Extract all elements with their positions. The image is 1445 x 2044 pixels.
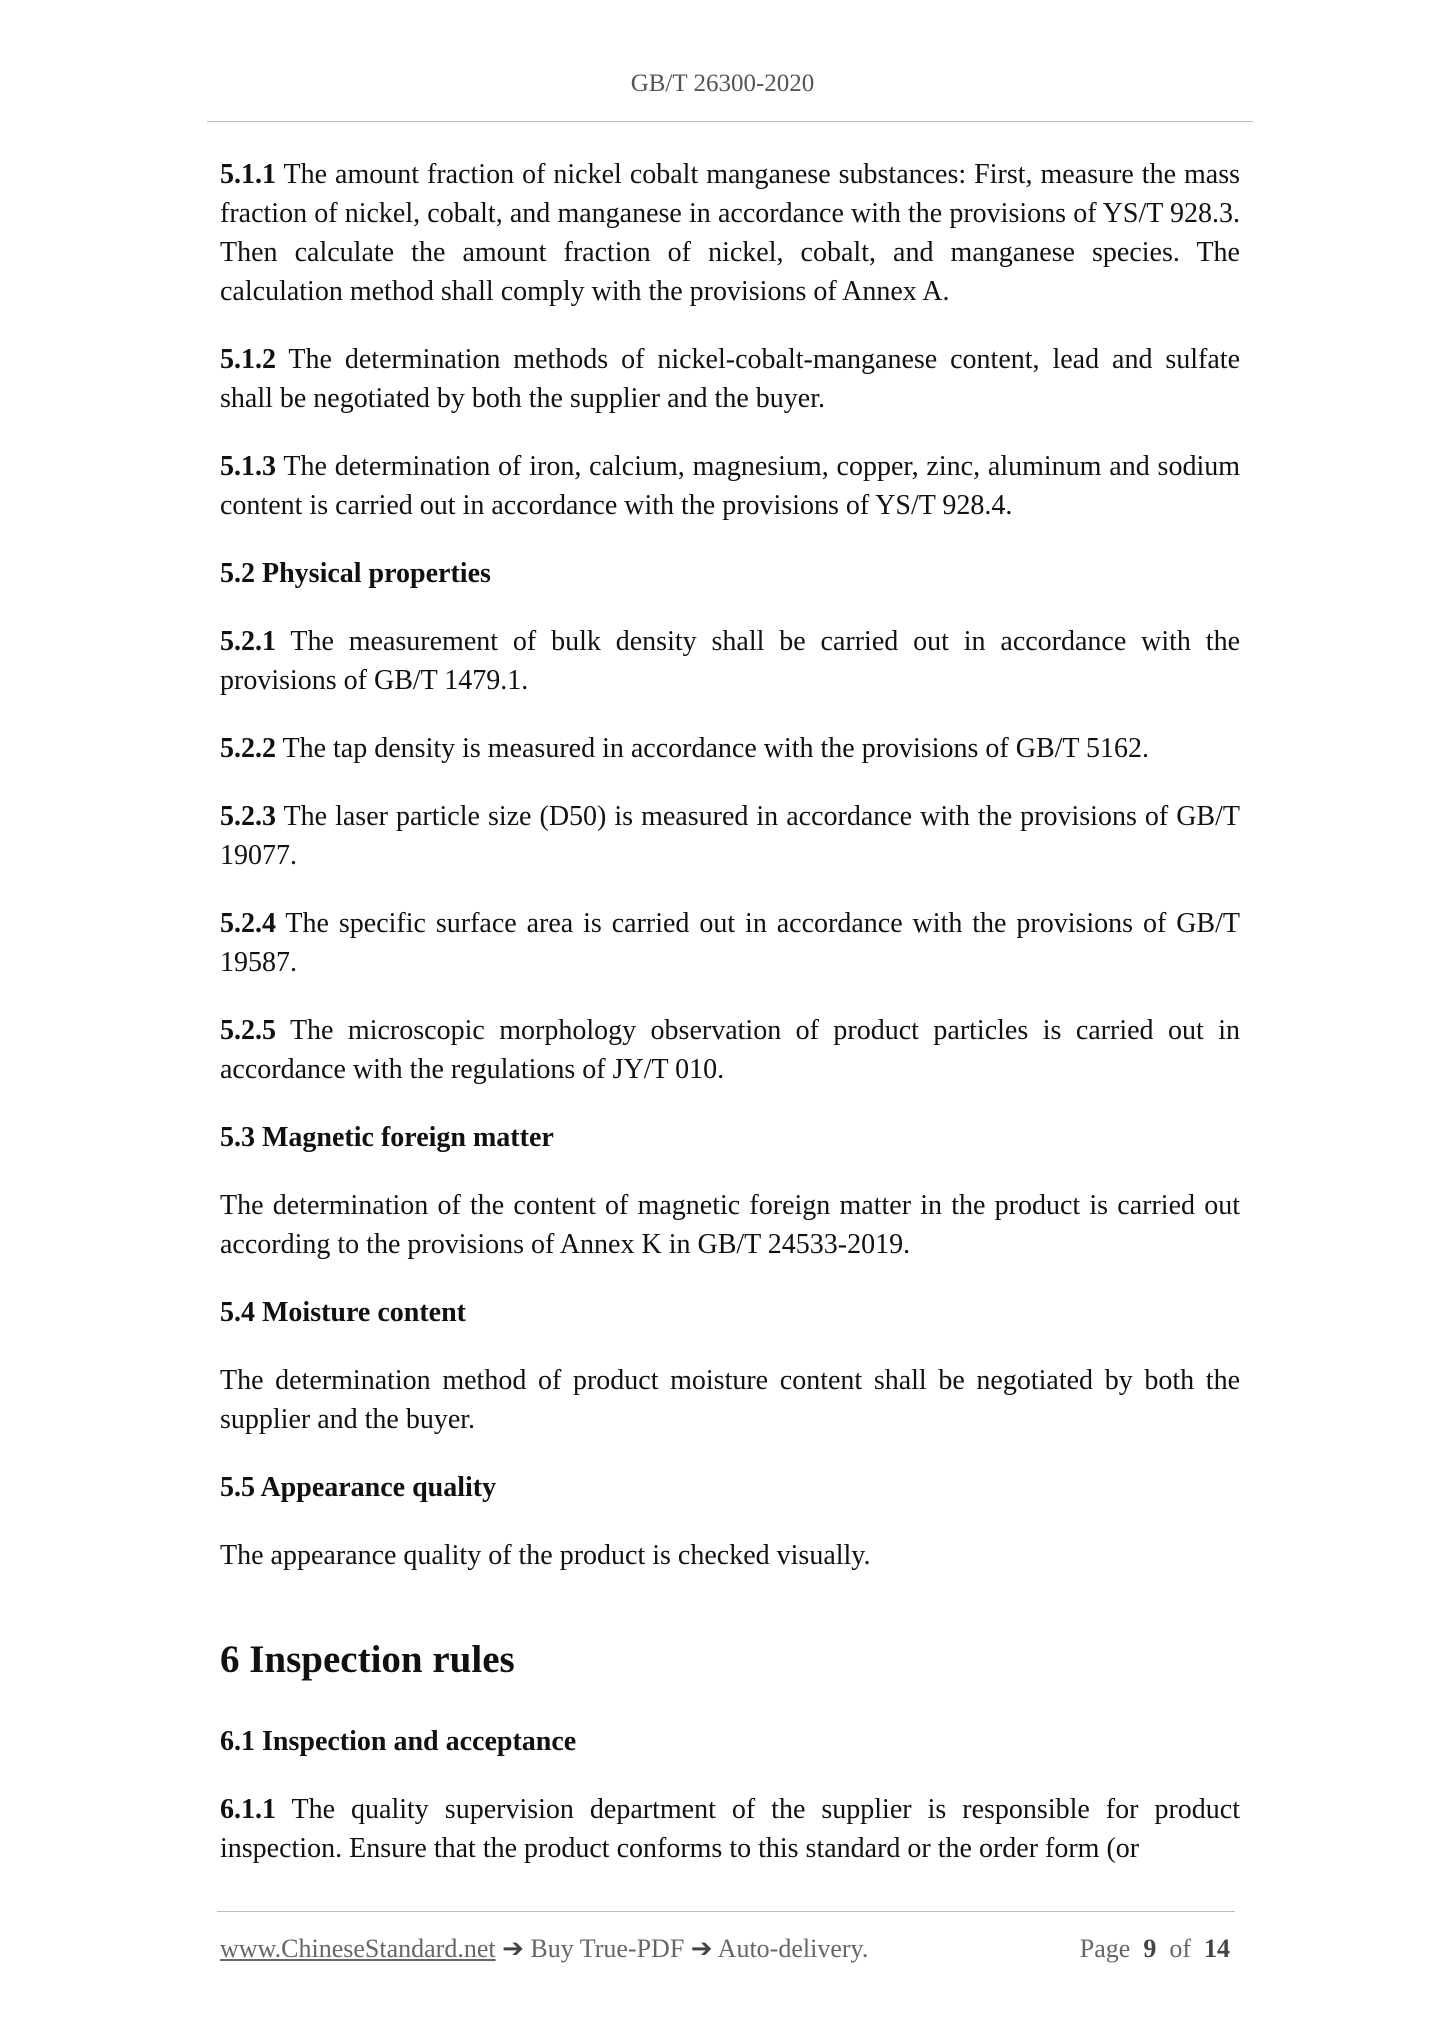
clause-number: 5.2.3	[220, 801, 276, 832]
page-footer	[220, 1932, 1230, 1966]
delivery-text: Auto-delivery.	[717, 1934, 869, 1963]
clause-5-2-1	[220, 622, 1240, 700]
heading-5-4: 5.4 Moisture content	[220, 1297, 466, 1328]
clause-number: 5.2.2	[220, 733, 276, 764]
paragraph-5-3: The determination of the content of magnetic foreign matter in the product is carried out according to the provisions of Annex K in GB/T 24533-2019.	[220, 1190, 1240, 1260]
page-label: Page	[1079, 1934, 1131, 1963]
clause-number: 5.2.1	[220, 626, 276, 657]
current-page-number: 9	[1143, 1934, 1157, 1963]
clause-text: The determination methods of nickel-cobalt-manganese content, lead and sulfate shall be negotiated by both the supplier and the buyer.	[220, 344, 1240, 414]
heading-5-3: 5.3 Magnetic foreign matter	[220, 1122, 554, 1153]
clause-number: 5.1.3	[220, 451, 276, 482]
clause-number: 5.1.1	[220, 159, 276, 190]
header-divider	[207, 121, 1253, 122]
chapter-6-title: 6 Inspection rules	[220, 1638, 515, 1681]
page-indicator	[1080, 1932, 1230, 1966]
document-body	[220, 155, 1240, 1897]
clause-5-1-3	[220, 447, 1240, 525]
clause-text: The specific surface area is carried out in accordance with the provisions of GB/T 19587.	[220, 908, 1240, 978]
clause-5-2-5	[220, 1011, 1240, 1089]
clause-5-2-2	[220, 729, 1240, 768]
clause-6-1-1	[220, 1790, 1240, 1868]
clause-number: 5.1.2	[220, 344, 276, 375]
clause-text: The quality supervision department of the supplier is responsible for product inspection. Ensure that the product conforms to this standard or the order form (or	[220, 1794, 1240, 1864]
arrow-right-icon: ➔	[690, 1934, 713, 1963]
clause-number: 5.2.4	[220, 908, 276, 939]
clause-5-2-4	[220, 904, 1240, 982]
heading-5-2: 5.2 Physical properties	[220, 558, 491, 589]
footer-divider	[217, 1911, 1235, 1912]
clause-text: The microscopic morphology observation of product particles is carried out in accordance with the regulations of JY/T 010.	[220, 1015, 1240, 1085]
clause-text: The tap density is measured in accordance with the provisions of GB/T 5162.	[282, 733, 1150, 764]
document-code-header: GB/T 26300-2020	[630, 70, 815, 97]
clause-text: The amount fraction of nickel cobalt manganese substances: First, measure the mass fraction of nickel, cobalt, and manganese in accordance with the provisions of YS/T 928.3. Then calculate the amount fraction of nickel, cobalt, and manganese species. The calculation method shall comply with the provisions of Annex A.	[220, 159, 1240, 307]
clause-text: The measurement of bulk density shall be carried out in accordance with the provisions of GB/T 1479.1.	[220, 626, 1241, 696]
website-link[interactable]: www.ChineseStandard.net	[220, 1934, 496, 1963]
heading-5-5: 5.5 Appearance quality	[220, 1472, 497, 1503]
clause-text: The determination of iron, calcium, magnesium, copper, zinc, aluminum and sodium content is carried out in accordance with the provisions of YS/T 928.4.	[220, 451, 1241, 521]
total-pages: 14	[1204, 1934, 1230, 1963]
buy-pdf-text: Buy True-PDF	[530, 1934, 685, 1963]
clause-5-1-1	[220, 155, 1240, 311]
of-label: of	[1169, 1934, 1191, 1963]
clause-number: 5.2.5	[220, 1015, 276, 1046]
clause-5-2-3	[220, 797, 1240, 875]
arrow-right-icon: ➔	[502, 1934, 524, 1963]
clause-number: 6.1.1	[220, 1794, 276, 1825]
paragraph-5-4: The determination method of product moisture content shall be negotiated by both the supplier and the buyer.	[220, 1365, 1240, 1435]
clause-5-1-2	[220, 340, 1240, 418]
paragraph-5-5: The appearance quality of the product is checked visually.	[220, 1540, 871, 1571]
clause-text: The laser particle size (D50) is measured in accordance with the provisions of GB/T 19077.	[220, 801, 1240, 871]
heading-6-1: 6.1 Inspection and acceptance	[220, 1726, 577, 1757]
